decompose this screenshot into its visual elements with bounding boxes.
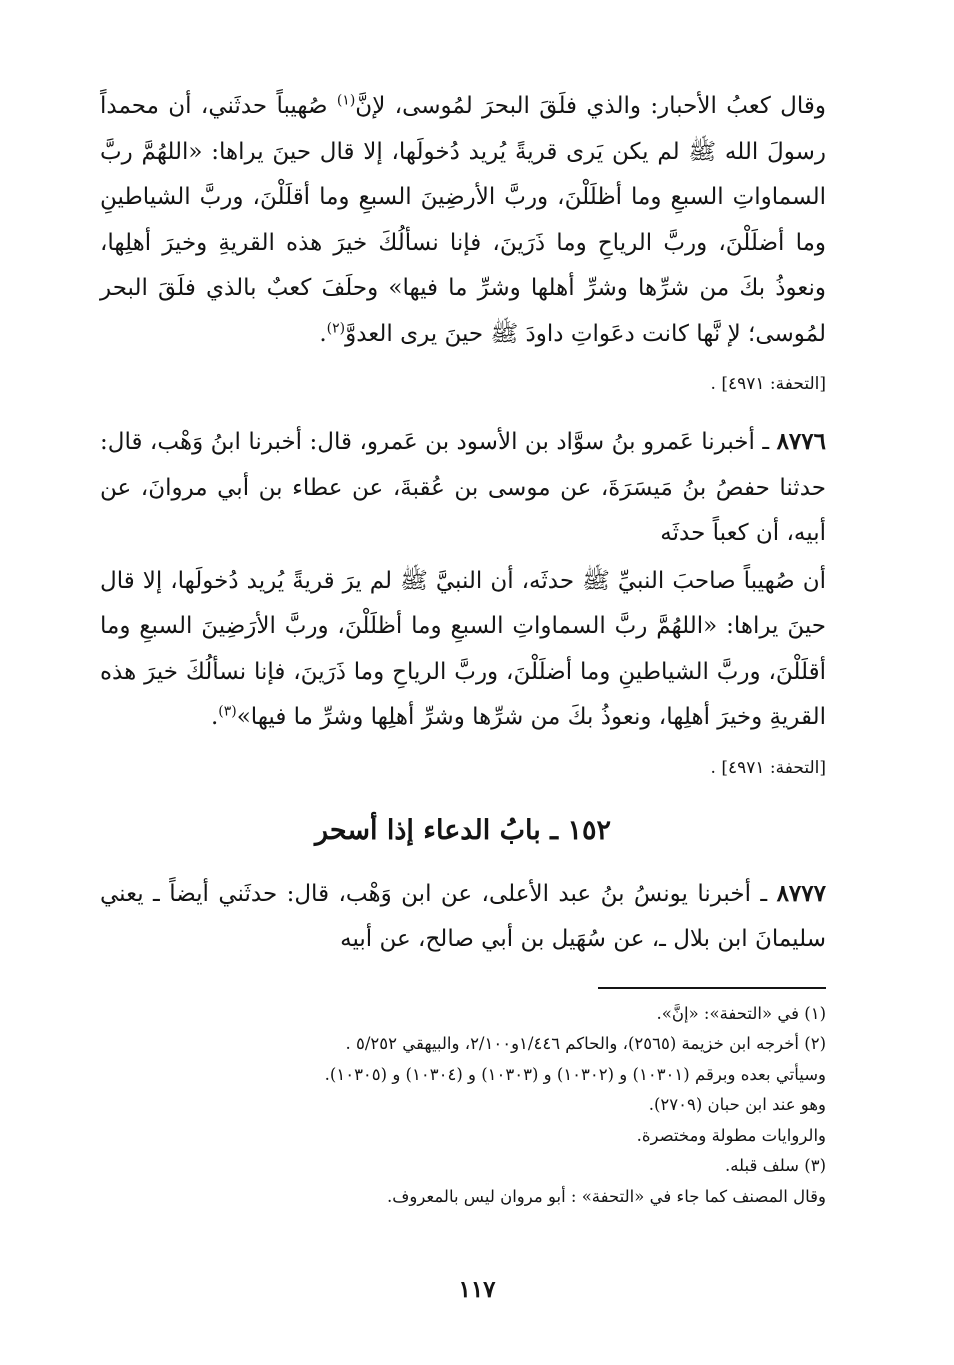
footnote-marker-3[interactable]: (٣) — [218, 703, 237, 720]
hadith-8776-matn — [100, 559, 826, 741]
hadith-number-8776: ٨٧٧٦ — [776, 428, 826, 455]
paragraph-text: وقال كعبُ الأحبار: والذي فلَقَ البحرَ لمُوسى، لإنَّ — [355, 93, 826, 119]
footnote-1: (١) في «التحفة»: «إنَّ». — [656, 1003, 826, 1023]
isnad-text: ـ أخبرنا يونسُ بنُ عبد الأعلى، عن ابن وَهْب، قال: حدثَني أيضاً ـ يعني سليمانَ ابن بلال ـ، عن سُهَيل بن أبي صالح، عن أبيه — [100, 880, 826, 952]
footnote-2-cont: وهو عند ابن حبان (٢٧٠٩). — [648, 1095, 826, 1114]
footnote-marker-1[interactable]: (١) — [336, 92, 356, 109]
hadith-8776-isnad — [100, 419, 826, 557]
footnote-2-cont: والروايات مطولة ومختصرة. — [636, 1125, 826, 1145]
page-number: ١١٧ — [458, 1276, 496, 1303]
isnad-text: ـ أخبرنا عَمرو بنُ سوَّاد بن الأسود بن عَمرو، قال: أخبرنا ابنُ وَهْب، قال: حدثنا حفصُ بنُ مَيسَرَةَ، عن موسى بن عُقبةَ، عن عطاء بن أبي مروانَ، عن أبيه، أن كعباً حدثَه — [100, 429, 826, 546]
hadith-number-8777: ٨٧٧٧ — [776, 879, 826, 907]
paragraph-text: . — [319, 320, 327, 347]
tuhfa-reference-2: [التحفة: ٤٩٧١] . — [710, 757, 826, 778]
footnote-3: (٣) سلف قبله. — [724, 1156, 826, 1175]
footnote-3-cont: وقال المصنف كما جاء في «التحفة» : أبو مروان ليس بالمعروف. — [387, 1186, 826, 1206]
footnote-2: (٢) أخرجه ابن خزيمة (٢٥٦٥)، والحاكم ١/٤٤٦و٢/١٠٠، والبيهقي ٥/٢٥٢ . — [345, 1034, 826, 1053]
paragraph-text: صُهيباً حدثَني، أن محمداً رسولَ الله ﷺ لم يكن يَرى قريةً يُريد دُخولَها، إلا قال حينَ يراها: «اللهُمَّ ربَّ السماواتِ السبعِ وما أظلَلْنَ، وربَّ الأرضِينَ السبعِ وما أقلَلْنَ، وربَّ الشياطينِ وما أضلَلْنَ، وربَّ الرياحِ وما ذَرَينَ، فإنا نسألُكَ خيرَ هذه القريةِ وخيرَ أهلِها، ونعوذُ بكَ من شرِّها وشرِّ أهلها وشرِّ ما فيها» وحلَفَ كعبٌ بالذي فلَقَ البحر لمُوسى؛ لإ نَّها كانت دعَواتِ داودَ ﷺ حينَ يرى العدوَّ — [100, 93, 826, 347]
footnote-marker-2[interactable]: (٢) — [326, 319, 346, 336]
paragraph-text: . — [210, 704, 219, 730]
hadith-8777-isnad — [100, 871, 826, 963]
matn-text: أن صُهيباً صاحبَ النبيِّ ﷺ حدثَه، أن النبيَّ ﷺ لم يرَ قريةً يُريد دُخولَها، إلا قال حينَ يراها: «اللهُمَّ ربَّ السماواتِ السبعِ وما أظلَلْنَ، وربَّ الأرَضِينَ السبعِ وما أقلَلْنَ، وربَّ الشياطينِ وما أضلَلْنَ، وربَّ الرياحِ وما ذَرَينَ، فإنا نسألُكَ خيرَ هذه القريةِ وخيرَ أهلِها، ونعوذُ بكَ من شرِّها وشرِّ أهلِها وشرِّ ما فيها» — [100, 567, 826, 730]
footnote-2-cont: وسيأتي بعده وبرقم (١٠٣٠١) و (١٠٣٠٢) و (١٠٣٠٣) و (١٠٣٠٤) و (١٠٣٠٥). — [324, 1064, 826, 1084]
footnote-separator — [598, 987, 826, 989]
tuhfa-reference-1: [التحفة: ٤٩٧١] . — [710, 374, 826, 394]
chapter-heading: ١٥٢ ـ بابُ الدعاء إذا أسحر — [315, 814, 611, 846]
page-body — [100, 84, 826, 1212]
footnotes — [100, 999, 826, 1213]
paragraph-kaab — [100, 84, 826, 357]
